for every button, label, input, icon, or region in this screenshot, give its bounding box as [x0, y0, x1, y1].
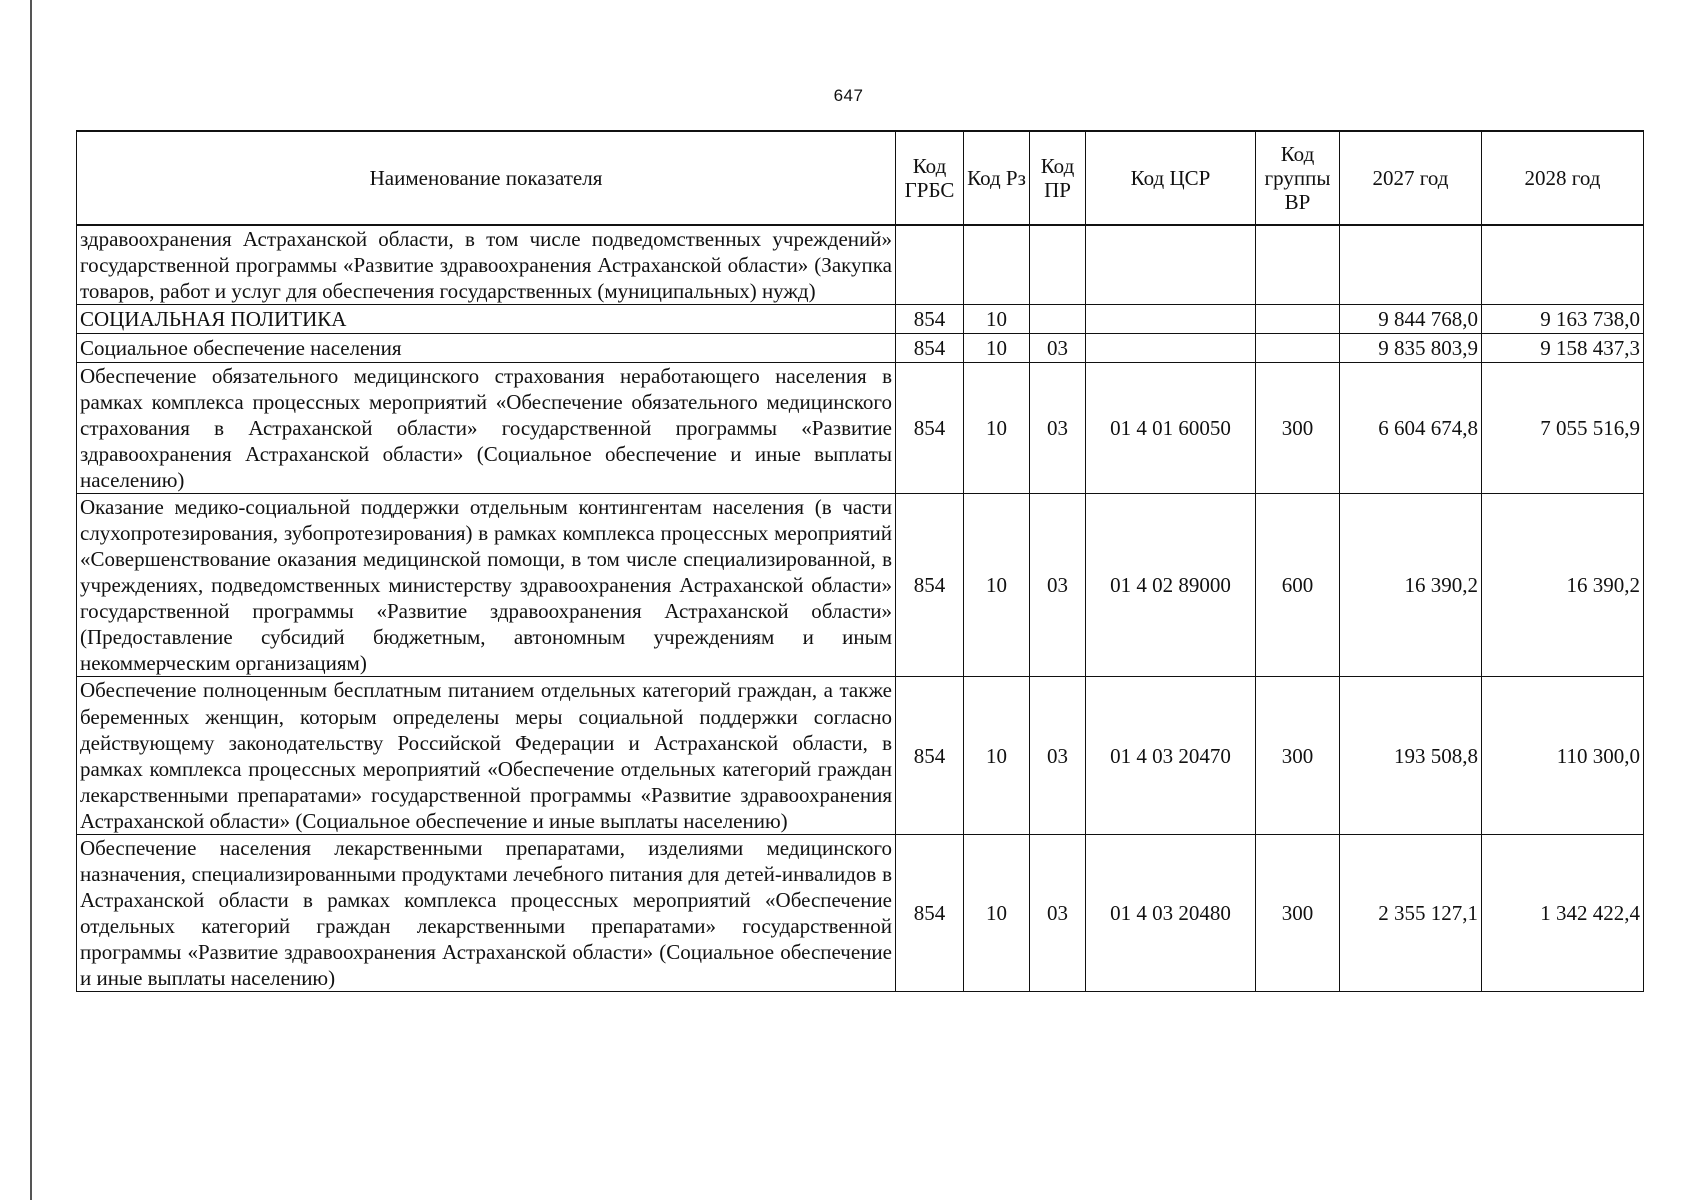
row-vr: [1256, 225, 1340, 305]
row-csr: 01 4 03 20470: [1086, 677, 1256, 834]
row-pr: 03: [1030, 834, 1086, 991]
row-rz: 10: [964, 305, 1030, 334]
row-grbs: [896, 225, 964, 305]
header-year-2027: 2027 год: [1340, 131, 1482, 225]
row-pr: 03: [1030, 363, 1086, 494]
row-value-2028: 110 300,0: [1482, 677, 1644, 834]
row-name: Обеспечение полноценным бесплатным питанием отдельных категорий граждан, а также беременных женщин, которым определены меры социальной поддержки согласно действующему законодательству Российской Федерации и Астраханской области, в рамках комплекса процессных мероприятий «Обеспечение отдельных категорий граждан лекарственными препаратами» государственной программы «Развитие здравоохранения Астраханской области» (Социальное обеспечение и иные выплаты населению): [77, 677, 896, 834]
budget-table: [76, 130, 1644, 992]
table-row: [77, 363, 1644, 494]
row-value-2027: 9 844 768,0: [1340, 305, 1482, 334]
page-number: 647: [833, 86, 864, 105]
row-vr: 300: [1256, 834, 1340, 991]
row-grbs: 854: [896, 334, 964, 363]
row-rz: 10: [964, 363, 1030, 494]
row-csr: 01 4 01 60050: [1086, 363, 1256, 494]
header-grbs-code: Код ГРБС: [896, 131, 964, 225]
row-csr: 01 4 02 89000: [1086, 494, 1256, 677]
row-value-2027: 9 835 803,9: [1340, 334, 1482, 363]
table-row: [77, 494, 1644, 677]
header-vr-group-code: Код группы ВР: [1256, 131, 1340, 225]
row-pr: 03: [1030, 677, 1086, 834]
table-row: [77, 677, 1644, 834]
row-name: СОЦИАЛЬНАЯ ПОЛИТИКА: [77, 305, 896, 334]
row-name: Социальное обеспечение населения: [77, 334, 896, 363]
row-grbs: 854: [896, 834, 964, 991]
row-value-2028: 7 055 516,9: [1482, 363, 1644, 494]
row-grbs: 854: [896, 363, 964, 494]
row-csr: [1086, 334, 1256, 363]
row-value-2028: 9 163 738,0: [1482, 305, 1644, 334]
row-name: Обеспечение обязательного медицинского страхования неработающего населения в рамках комплекса процессных мероприятий «Обеспечение обязательного медицинского страхования в Астраханской области» государственной программы «Развитие здравоохранения Астраханской области» (Социальное обеспечение и иные выплаты населению): [77, 363, 896, 494]
row-rz: 10: [964, 334, 1030, 363]
row-value-2028: [1482, 225, 1644, 305]
table-row: [77, 834, 1644, 991]
row-csr: [1086, 225, 1256, 305]
header-pr-code: Код ПР: [1030, 131, 1086, 225]
row-rz: 10: [964, 677, 1030, 834]
row-vr: 600: [1256, 494, 1340, 677]
row-value-2027: [1340, 225, 1482, 305]
row-value-2027: 193 508,8: [1340, 677, 1482, 834]
row-rz: 10: [964, 834, 1030, 991]
row-pr: 03: [1030, 494, 1086, 677]
header-indicator-name: Наименование показателя: [77, 131, 896, 225]
row-vr: 300: [1256, 363, 1340, 494]
header-rz-code: Код Рз: [964, 131, 1030, 225]
row-vr: [1256, 334, 1340, 363]
row-grbs: 854: [896, 677, 964, 834]
row-pr: [1030, 305, 1086, 334]
row-name: здравоохранения Астраханской области, в том числе подведомственных учреждений» государственной программы «Развитие здравоохранения Астраханской области» (Закупка товаров, работ и услуг для обеспечения государственных (муниципальных) нужд): [77, 225, 896, 305]
row-value-2027: 16 390,2: [1340, 494, 1482, 677]
row-value-2028: 1 342 422,4: [1482, 834, 1644, 991]
row-grbs: 854: [896, 494, 964, 677]
row-grbs: 854: [896, 305, 964, 334]
table-row: [77, 305, 1644, 334]
row-value-2028: 16 390,2: [1482, 494, 1644, 677]
row-value-2028: 9 158 437,3: [1482, 334, 1644, 363]
row-rz: 10: [964, 494, 1030, 677]
row-value-2027: 6 604 674,8: [1340, 363, 1482, 494]
row-vr: 300: [1256, 677, 1340, 834]
row-pr: 03: [1030, 334, 1086, 363]
row-pr: [1030, 225, 1086, 305]
row-name: Оказание медико-социальной поддержки отдельным контингентам населения (в части слухопротезирования, зубопротезирования) в рамках комплекса процессных мероприятий «Совершенствование оказания медицинской помощи, в том числе специализированной, в учреждениях, подведомственных министерству здравоохранения Астраханской области» государственной программы «Развитие здравоохранения Астраханской области» (Предоставление субсидий бюджетным, автономным учреждениям и иным некоммерческим организациям): [77, 494, 896, 677]
table-header-row: [77, 131, 1644, 225]
row-value-2027: 2 355 127,1: [1340, 834, 1482, 991]
row-csr: [1086, 305, 1256, 334]
row-vr: [1256, 305, 1340, 334]
table-row: [77, 225, 1644, 305]
table-row: [77, 334, 1644, 363]
row-name: Обеспечение населения лекарственными препаратами, изделиями медицинского назначения, специализированными продуктами лечебного питания для детей-инвалидов в Астраханской области в рамках комплекса процессных мероприятий «Обеспечение отдельных категорий граждан лекарственными препаратами» государственной программы «Развитие здравоохранения Астраханской области» (Социальное обеспечение и иные выплаты населению): [77, 834, 896, 991]
header-year-2028: 2028 год: [1482, 131, 1644, 225]
row-csr: 01 4 03 20480: [1086, 834, 1256, 991]
header-csr-code: Код ЦСР: [1086, 131, 1256, 225]
scan-margin-line: [30, 0, 32, 1200]
row-rz: [964, 225, 1030, 305]
